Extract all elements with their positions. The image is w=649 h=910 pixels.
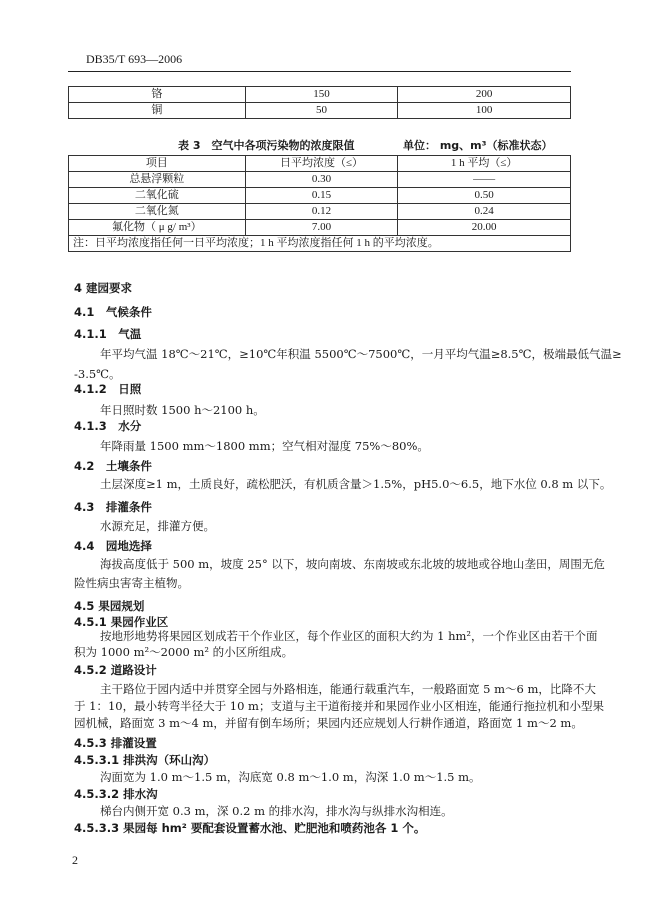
paragraph: -3.5℃。 [74, 367, 121, 381]
section-heading: 4.1.2 日照 [74, 382, 142, 396]
table-unit: 单位： mg、m³（标准状态） [403, 139, 553, 152]
table-row [69, 204, 571, 220]
paragraph: 年降雨量 1500 mm～1800 mm；空气相对湿度 75%～80%。 [100, 439, 429, 453]
heavy-metal-table [68, 86, 571, 119]
page-number: 2 [72, 853, 78, 867]
paragraph: 园机械，路面宽 3 m～4 m，并留有倒车场所；果园内还应规划人行耕作通道，路面宽 1 m～2 m。 [74, 716, 583, 730]
paragraph: 积为 1000 m²～2000 m² 的小区所组成。 [74, 645, 294, 659]
table-cell: 200 [398, 87, 571, 103]
table-cell: 铬 [69, 87, 246, 103]
paragraph: 险性病虫害寄主植物。 [74, 576, 189, 590]
section-heading: 4.5.3.2 排水沟 [74, 787, 158, 801]
table-row [69, 103, 571, 119]
table-cell: 0.50 [398, 188, 571, 204]
table-cell: 铜 [69, 103, 246, 119]
paragraph: 年平均气温 18℃～21℃，≥10℃年积温 5500℃～7500℃，一月平均气温≥8.5℃，极端最低气温≥ [100, 347, 622, 361]
section-heading: 4.1.1 气温 [74, 327, 142, 341]
section-heading: 4.5.3 排灌设置 [74, 736, 157, 750]
paragraph: 沟面宽为 1.0 m～1.5 m，沟底宽 0.8 m～1.0 m，沟深 1.0 m～1.5 m。 [100, 770, 481, 784]
column-header: 项目 [69, 156, 246, 172]
table-cell: 0.12 [245, 204, 398, 220]
paragraph: 海拔高度低于 500 m，坡度 25° 以下，坡向南坡、东南坡或东北坡的坡地或谷地山垄田，周围无危 [100, 557, 605, 571]
paragraph: 按地形地势将果园区划成若干个作业区，每个作业区的面积大约为 1 hm²，一个作业区由若干个面 [100, 629, 598, 643]
table-cell: 7.00 [245, 220, 398, 236]
document-id: DB35/T 693—2006 [86, 52, 183, 66]
air-pollutant-table [68, 155, 571, 252]
table-row [69, 220, 571, 236]
table-cell: 二氧化硫 [69, 188, 246, 204]
section-heading: 4.2 土壤条件 [74, 459, 152, 473]
section-heading: 4.3 排灌条件 [74, 500, 152, 514]
paragraph: 水源充足，排灌方便。 [100, 519, 215, 533]
table-row [69, 188, 571, 204]
table-cell: 50 [245, 103, 398, 119]
table-cell: 20.00 [398, 220, 571, 236]
table-row [69, 87, 571, 103]
table-cell: 总悬浮颗粒 [69, 172, 246, 188]
table-note-row [69, 236, 571, 252]
table-cell: 100 [398, 103, 571, 119]
section-heading: 4.1.3 水分 [74, 419, 142, 433]
table-row [69, 172, 571, 188]
section-heading: 4.5.2 道路设计 [74, 663, 157, 677]
section-heading: 4.5.3.1 排洪沟（环山沟） [74, 753, 216, 767]
paragraph: 年日照时数 1500 h～2100 h。 [100, 403, 265, 417]
paragraph: 主干路位于园内适中并贯穿全园与外路相连，能通行载重汽车，一般路面宽 5 m～6 m，比降不大 [100, 682, 596, 696]
paragraph: 梯台内侧开宽 0.3 m，深 0.2 m 的排水沟，排水沟与纵排水沟相连。 [100, 804, 453, 818]
table-cell: 150 [245, 87, 398, 103]
paragraph: 土层深度≥1 m，土质良好，疏松肥沃，有机质含量＞1.5%，pH5.0～6.5，地下水位 0.8 m 以下。 [100, 477, 612, 491]
table-cell: 二氧化氮 [69, 204, 246, 220]
table-cell: 氟化物（ μ g/ m³） [69, 220, 246, 236]
column-header: 1 h 平均（≤） [398, 156, 571, 172]
table-cell: —— [398, 172, 571, 188]
section-heading: 4.1 气候条件 [74, 305, 152, 319]
section-heading: 4.4 园地选择 [74, 539, 152, 553]
section-heading: 4 建园要求 [74, 281, 133, 295]
section-heading: 4.5.3.3 果园每 hm² 要配套设置蓄水池、贮肥池和喷药池各 1 个。 [74, 821, 426, 835]
paragraph: 于 1：10，最小转弯半径大于 10 m；支道与主干道衔接并和果园作业小区相连，能通行拖拉机和小型果 [74, 699, 604, 713]
table-cell: 0.24 [398, 204, 571, 220]
section-heading: 4.5.1 果园作业区 [74, 615, 169, 629]
column-header: 日平均浓度（≤） [245, 156, 398, 172]
table-header-row [69, 156, 571, 172]
table-cell: 0.30 [245, 172, 398, 188]
section-heading: 4.5 果园规划 [74, 599, 145, 613]
table-cell: 0.15 [245, 188, 398, 204]
table-note: 注：日平均浓度指任何一日平均浓度；1 h 平均浓度指任何 1 h 的平均浓度。 [69, 236, 571, 252]
table-caption: 表 3 空气中各项污染物的浓度限值 [178, 139, 355, 152]
header-rule [68, 71, 571, 72]
